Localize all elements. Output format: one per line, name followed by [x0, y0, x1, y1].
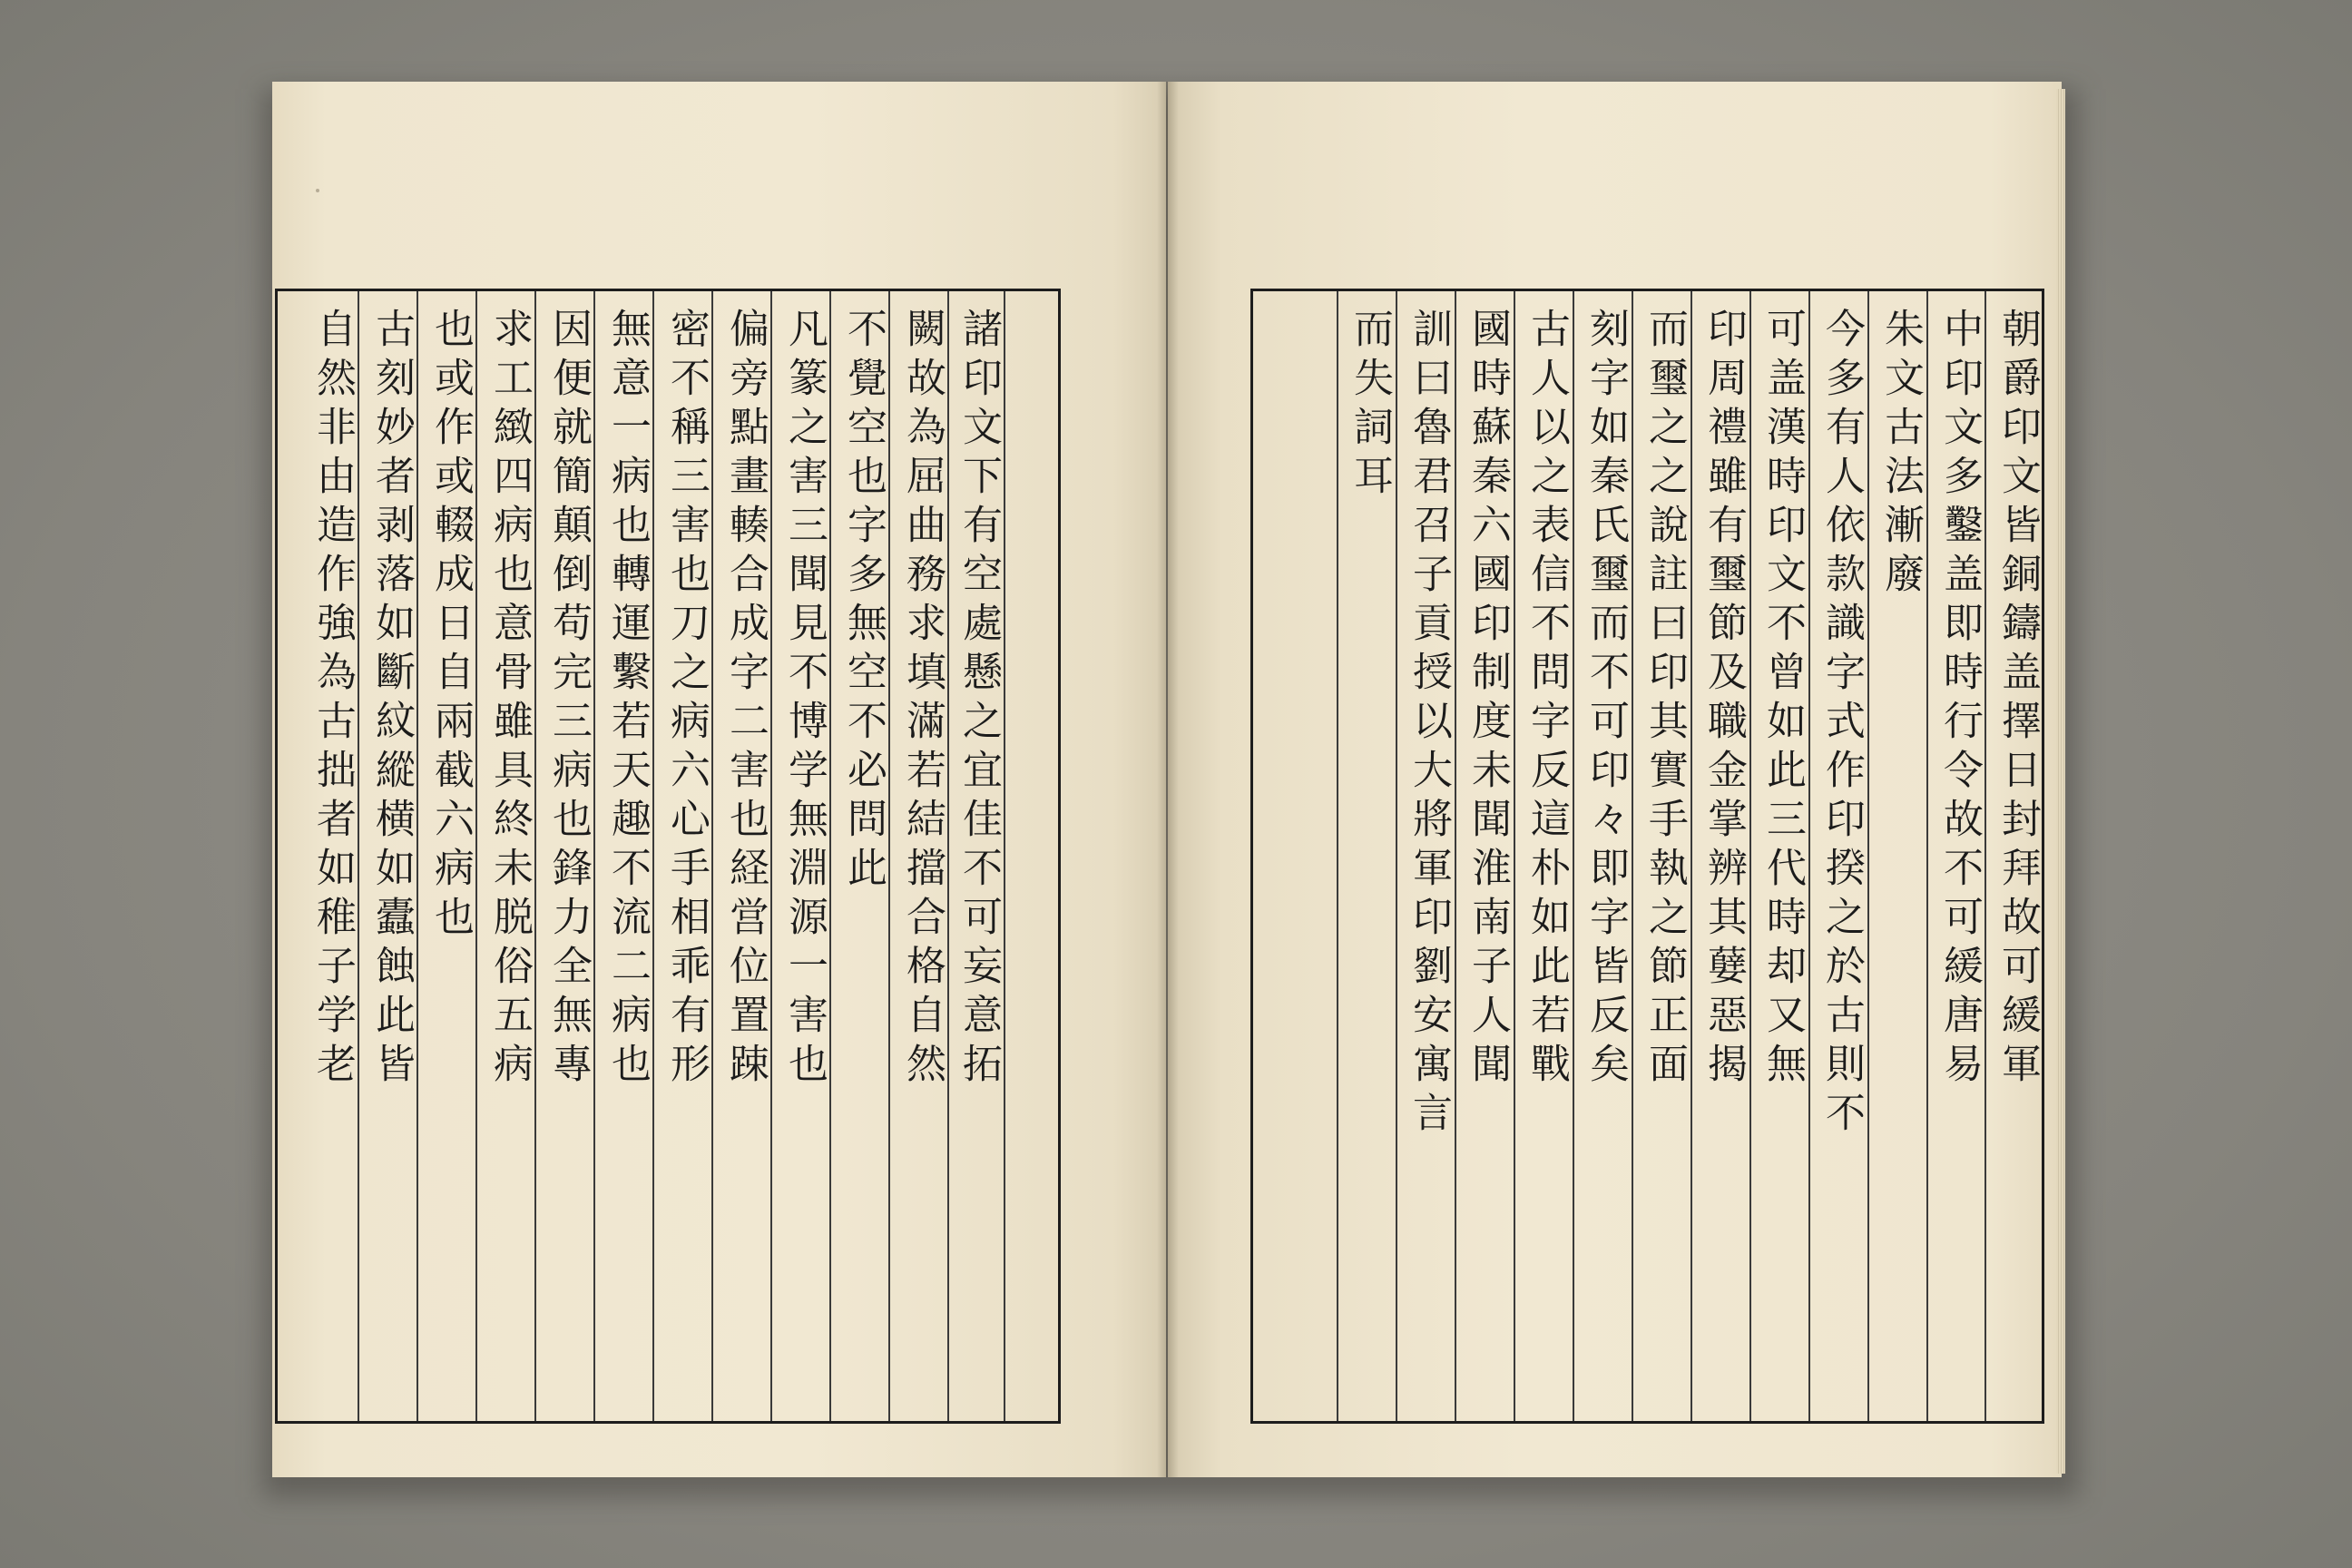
text-column: 凡篆之害三聞見不博学無淵源一害也 — [781, 308, 828, 1092]
text-column: 可盖漢時印文不曾如此三代時却又無 — [1759, 308, 1806, 1092]
text-column: 無意一病也轉運繫若天趣不流二病也 — [604, 308, 651, 1092]
text-column: 刻字如秦氏璽而不可印々即字皆反矣 — [1583, 308, 1629, 1092]
text-column: 古人以之表信不問字反這朴如此若戰 — [1524, 308, 1570, 1092]
text-column: 求工緻四病也意骨雖具終未脱俗五病 — [486, 308, 533, 1092]
paper-speck — [316, 189, 319, 192]
book-gutter — [1157, 82, 1179, 1477]
text-column: 訓曰魯君召子貢授以大將軍印劉安寓言 — [1406, 308, 1452, 1141]
text-column: 闕故為屈曲務求填滿若結擋合格自然 — [899, 308, 946, 1092]
text-column: 偏旁點畫輳合成字二害也経営位置踈 — [722, 308, 769, 1092]
text-column: 朝爵印文皆銅鑄盖擇日封拜故可緩軍 — [1994, 308, 2041, 1092]
column-rule — [1337, 291, 1338, 1421]
text-column: 因便就簡顛倒苟完三病也鋒力全無專 — [545, 308, 592, 1092]
text-column: 印周禮雖有璽節及職金掌辨其㜸惡揭 — [1700, 308, 1747, 1092]
text-column: 國時蘇秦六國印制度未聞淮南子人聞 — [1465, 308, 1511, 1092]
right-text-frame — [1250, 289, 2044, 1424]
text-column: 朱文古法漸廢 — [1877, 308, 1924, 602]
text-column: 不覺空也字多無空不必問此 — [840, 308, 887, 896]
text-column: 今多有人依款識字式作印揆之於古則不 — [1818, 308, 1865, 1141]
text-column: 諸印文下有空處懸之宜佳不可妄意拓 — [956, 308, 1002, 1092]
left-text-frame — [275, 289, 1061, 1424]
text-column: 自然非由造作強為古拙者如稚子学老 — [309, 308, 356, 1092]
text-column: 也或作或輟成日自兩截六病也 — [427, 308, 474, 945]
text-column: 而璽之之說註曰印其實手執之節正面 — [1642, 308, 1688, 1092]
text-column: 中印文多鑿盖即時行令故不可緩唐易 — [1936, 308, 1983, 1092]
text-column: 古刻妙者剥落如斷紋縱横如蠹蝕此皆 — [368, 308, 415, 1092]
page-edge — [2056, 89, 2065, 1474]
text-column: 密不稱三害也刀之病六心手相乖有形 — [663, 308, 710, 1092]
text-column: 而失詞耳 — [1347, 308, 1393, 504]
